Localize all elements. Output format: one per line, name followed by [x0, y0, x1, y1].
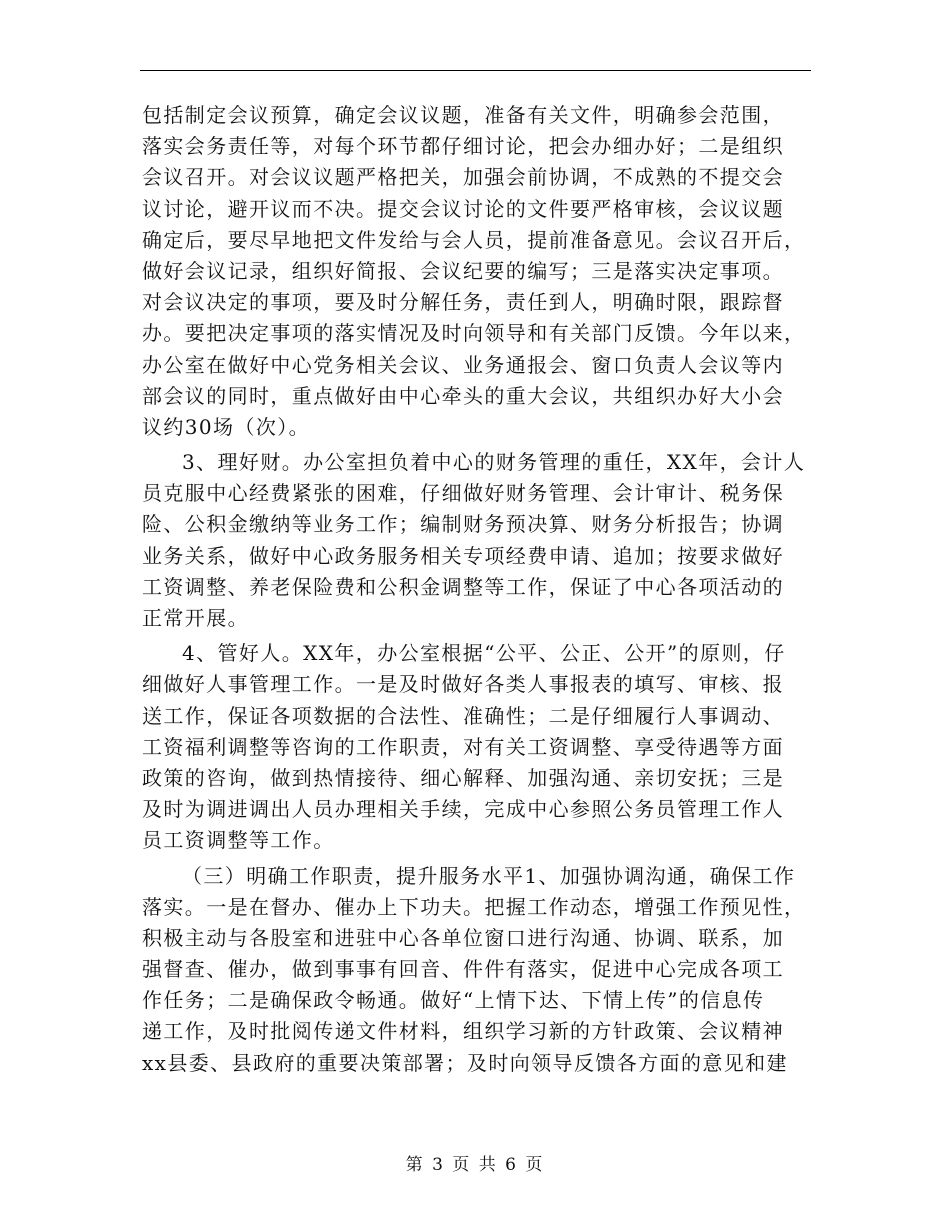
paragraph	[142, 638, 814, 856]
text-line: 办公室在做好中心党务相关会议、业务通报会、窗口负责人会议等内	[142, 352, 784, 377]
text-line: 业务关系，做好中心政务服务相关专项经费申请、追加；按要求做好	[142, 543, 784, 568]
text-line: 4、管好人。XX年，办公室根据“公平、公正、公开”的原则，仔	[182, 641, 786, 666]
text-line: 议约30场（次）。	[142, 414, 311, 439]
paragraph	[142, 447, 814, 634]
text-line: 落实会务责任等，对每个环节都仔细讨论，把会办细办好；二是组织	[142, 134, 784, 159]
text-line: 员工资调整等工作。	[142, 828, 335, 853]
text-line: 工资福利调整等咨询的工作职责，对有关工资调整、享受待遇等方面	[142, 734, 784, 759]
text-line: 部会议的同时，重点做好由中心牵头的重大会议，共组织办好大小会	[142, 383, 784, 408]
text-line: 对会议决定的事项，要及时分解任务，责任到人，明确时限，跟踪督	[142, 290, 784, 315]
text-line: 员克服中心经费紧张的困难，仔细做好财务管理、会计审计、税务保	[142, 481, 784, 506]
text-line: 细做好人事管理工作。一是及时做好各类人事报表的填写、审核、报	[142, 672, 784, 697]
text-line: 工资调整、养老保险费和公积金调整等工作，保证了中心各项活动的	[142, 574, 784, 599]
text-line: xx县委、县政府的重要决策部署；及时向领导反馈各方面的意见和建	[142, 1050, 788, 1075]
text-line: 积极主动与各股室和进驻中心各单位窗口进行沟通、协调、联系，加	[142, 925, 784, 950]
text-line: （三）明确工作职责，提升服务水平1、加强协调沟通，确保工作	[182, 863, 796, 888]
text-line: 做好会议记录，组织好简报、会议纪要的编写；三是落实决定事项。	[142, 258, 784, 283]
text-line: 会议召开。对会议议题严格把关，加强会前协调，不成熟的不提交会	[142, 165, 784, 190]
text-line: 送工作，保证各项数据的合法性、准确性；二是仔细履行人事调动、	[142, 703, 784, 728]
text-line: 确定后，要尽早地把文件发给与会人员，提前准备意见。会议召开后，	[142, 227, 806, 252]
document-body	[142, 100, 814, 1079]
text-line: 3、理好财。办公室担负着中心的财务管理的重任，XX年，会计人	[182, 450, 806, 475]
text-line: 政策的咨询，做到热情接待、细心解释、加强沟通、亲切安抚；三是	[142, 765, 784, 790]
text-line: 及时为调进调出人员办理相关手续，完成中心参照公务员管理工作人	[142, 797, 784, 822]
text-line: 议讨论，避开议而不决。提交会议讨论的文件要严格审核，会议议题	[142, 196, 784, 221]
paragraph	[142, 100, 814, 443]
text-line: 包括制定会议预算，确定会议议题，准备有关文件，明确参会范围，	[142, 103, 784, 127]
text-line: 办。要把决定事项的落实情况及时向领导和有关部门反馈。今年以来，	[142, 321, 806, 346]
header-rule	[140, 70, 811, 71]
text-line: 险、公积金缴纳等业务工作；编制财务预决算、财务分析报告；协调	[142, 512, 784, 537]
page-footer: 第 3 页 共 6 页	[405, 1155, 545, 1175]
paragraph	[142, 861, 814, 1079]
text-line: 递工作，及时批阅传递文件材料，组织学习新的方针政策、会议精神	[142, 1019, 784, 1044]
text-line: 落实。一是在督办、催办上下功夫。把握工作动态，增强工作预见性，	[142, 894, 806, 919]
text-line: 强督查、催办，做到事事有回音、件件有落实，促进中心完成各项工	[142, 957, 784, 982]
text-line: 作任务；二是确保政令畅通。做好“上情下达、下情上传”的信息传	[142, 988, 765, 1013]
text-line: 正常开展。	[142, 606, 249, 630]
